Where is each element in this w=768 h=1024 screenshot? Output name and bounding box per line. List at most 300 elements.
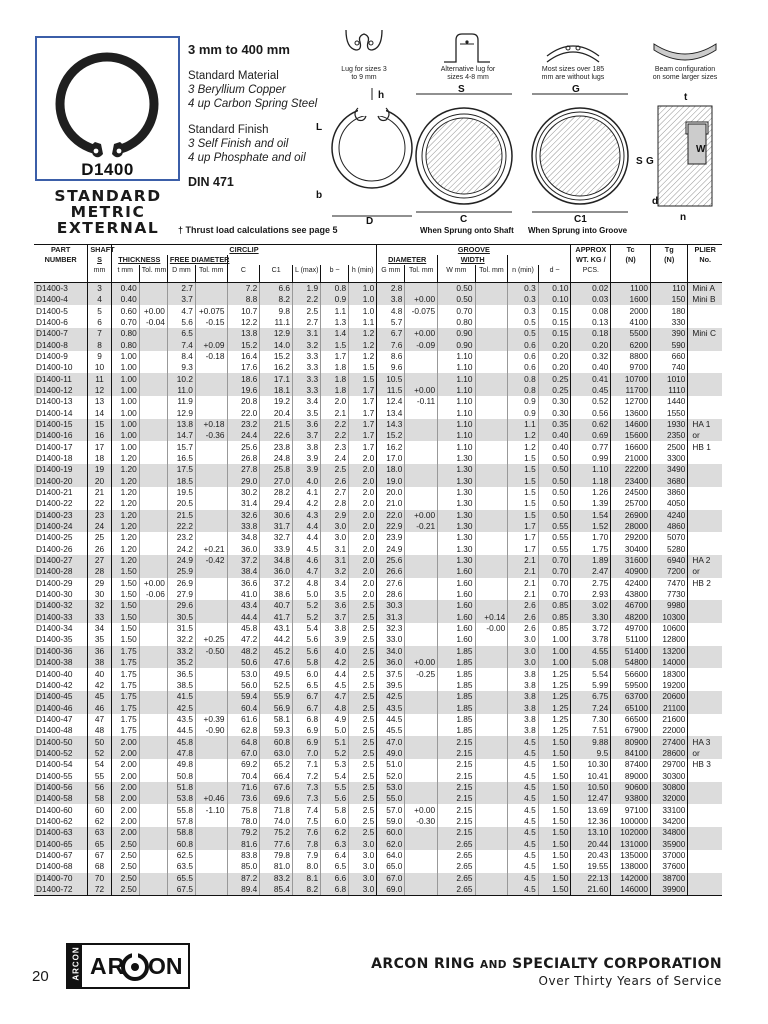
table-cell: 4.5 [508, 884, 538, 896]
table-cell: 1.8 [321, 373, 349, 384]
table-cell: 18300 [650, 668, 687, 679]
table-cell: 33.2 [167, 646, 195, 657]
table-cell: 1.00 [111, 385, 139, 396]
table-cell: -0.04 [139, 317, 167, 328]
table-cell: 0.9 [321, 294, 349, 305]
table-cell: 49.5 [260, 668, 293, 679]
table-cell [405, 317, 438, 328]
part-number-cell: D1400-6 [36, 316, 68, 327]
table-cell [195, 884, 227, 896]
table-cell: 4.5 [508, 804, 538, 815]
table-cell [688, 385, 722, 396]
table-cell: +0.00 [405, 385, 438, 396]
table-cell: 2.0 [349, 487, 377, 498]
table-cell: 1.00 [111, 373, 139, 384]
table-cell: 142000 [611, 873, 651, 884]
table-cell: 6.8 [321, 884, 349, 896]
table-cell: 45.5 [377, 725, 405, 736]
unit-cell: d ~ [538, 265, 571, 283]
unit-cell: Tol. mm [195, 265, 227, 283]
table-cell: 25 [88, 532, 111, 543]
table-cell: 9980 [650, 600, 687, 611]
table-cell [475, 339, 508, 350]
table-cell [405, 555, 438, 566]
dim-S: S [458, 84, 465, 95]
table-cell [688, 850, 722, 861]
lug-alt-caption: Alternative lug for sizes 4-8 mm [440, 66, 496, 81]
table-cell [405, 373, 438, 384]
product-image-frame [35, 36, 180, 181]
table-cell: 12.9 [260, 328, 293, 339]
table-cell: 21.5 [167, 510, 195, 521]
table-cell: 30.6 [260, 510, 293, 521]
part-number-cell: D1400-35 [36, 634, 73, 645]
table-cell: 0.55 [538, 521, 571, 532]
page-number: 20 [32, 968, 49, 985]
table-row [34, 430, 722, 441]
table-cell: 2.15 [438, 748, 475, 759]
table-cell [688, 782, 722, 793]
table-cell [475, 283, 508, 295]
table-cell: 93800 [611, 793, 651, 804]
table-cell [195, 623, 227, 634]
table-cell: 1.0 [349, 283, 377, 295]
table-cell [475, 328, 508, 339]
table-cell: 2.5 [349, 770, 377, 781]
table-cell: 38 [88, 657, 111, 668]
table-cell: 4.3 [293, 510, 321, 521]
table-cell: 1.20 [111, 487, 139, 498]
table-cell: 1.30 [438, 555, 475, 566]
table-cell: 12.2 [227, 317, 260, 328]
table-cell: 7200 [650, 566, 687, 577]
table-cell: 4240 [650, 510, 687, 521]
table-cell: 22000 [650, 725, 687, 736]
beam-config-icon [652, 38, 718, 66]
table-cell [405, 827, 438, 838]
table-cell: 50 [88, 736, 111, 747]
table-cell: -0.06 [139, 589, 167, 600]
part-number-cell: D1400-56 [34, 782, 88, 793]
table-cell [139, 464, 167, 475]
table-row [34, 827, 722, 838]
table-cell: 2.2 [321, 430, 349, 441]
table-cell [195, 453, 227, 464]
table-cell: 1.7 [349, 385, 377, 396]
table-cell: 0.15 [538, 328, 571, 339]
table-cell: 2.50 [111, 839, 139, 850]
table-cell: 8.8 [227, 294, 260, 305]
table-cell: -0.42 [195, 555, 227, 566]
table-cell [405, 476, 438, 487]
table-cell: -0.50 [195, 646, 227, 657]
table-cell: 7.4 [293, 804, 321, 815]
table-row [34, 612, 722, 623]
table-cell: 3.5 [293, 407, 321, 418]
table-cell [688, 884, 722, 896]
table-cell: 1.85 [438, 702, 475, 713]
table-cell: 54800 [611, 657, 651, 668]
table-cell: 1.10 [438, 407, 475, 418]
table-cell [688, 464, 722, 475]
table-cell: 3680 [650, 476, 687, 487]
dim-n: n [680, 212, 687, 223]
table-cell: 1.00 [111, 419, 139, 430]
table-cell: 32.3 [377, 623, 405, 634]
part-number-cell: D1400-54 [36, 759, 73, 770]
unit-cell: L (max) [293, 265, 321, 283]
table-cell: 50.8 [167, 770, 195, 781]
table-cell [139, 816, 167, 827]
table-cell [139, 770, 167, 781]
table-row [34, 339, 722, 350]
table-cell: 73.6 [227, 793, 260, 804]
table-cell: 10.50 [571, 782, 611, 793]
table-cell: -0.21 [405, 521, 438, 532]
table-cell: 28000 [611, 521, 651, 532]
table-cell: 1.50 [538, 816, 571, 827]
part-number-cell: D1400-4 [34, 294, 88, 305]
table-cell: 0.99 [571, 453, 611, 464]
table-row [34, 487, 722, 498]
table-cell: 36.0 [377, 657, 405, 668]
table-cell: 9.88 [571, 736, 611, 747]
table-cell: 1930 [650, 419, 687, 430]
table-cell: 2.4 [321, 453, 349, 464]
table-cell: 4.5 [508, 873, 538, 884]
table-cell [475, 691, 508, 702]
table-cell: 2.0 [349, 510, 377, 521]
table-cell [139, 566, 167, 577]
table-cell [139, 600, 167, 611]
table-cell: 0.50 [538, 476, 571, 487]
table-cell: 8.2 [293, 884, 321, 896]
table-cell: 0.18 [571, 328, 611, 339]
dim-S2: S [636, 156, 643, 167]
table-cell: 59.4 [227, 691, 260, 702]
table-cell: 100000 [611, 816, 651, 827]
table-cell: 4.1 [293, 487, 321, 498]
table-cell: 4.5 [508, 839, 538, 850]
table-cell: 3860 [650, 487, 687, 498]
table-cell: 5.6 [293, 646, 321, 657]
table-cell: 1.20 [111, 476, 139, 487]
table-cell: 3.0 [321, 521, 349, 532]
table-cell: 6.6 [321, 873, 349, 884]
size-range: 3 mm to 400 mm [188, 42, 290, 57]
table-cell: 1.30 [438, 464, 475, 475]
table-cell: 1.50 [111, 623, 139, 634]
dim-h: h [378, 90, 385, 101]
table-cell: 27.0 [260, 476, 293, 487]
table-cell [139, 373, 167, 384]
table-row [34, 498, 722, 509]
unit-cell [650, 265, 687, 283]
table-cell: 1.5 [508, 510, 538, 521]
dim-C: C [460, 214, 468, 225]
table-cell: 15.7 [167, 441, 195, 452]
table-cell [688, 714, 722, 725]
table-cell: 0.10 [538, 283, 571, 295]
table-cell [195, 283, 227, 295]
table-cell: 25.8 [260, 464, 293, 475]
table-cell: 6.4 [321, 850, 349, 861]
table-cell: 12.4 [377, 396, 405, 407]
table-cell: 2.0 [349, 544, 377, 555]
table-cell [139, 691, 167, 702]
table-cell: 10 [88, 362, 111, 373]
table-cell [195, 487, 227, 498]
table-cell: 2.5 [349, 748, 377, 759]
table-row [34, 373, 722, 384]
table-cell [475, 396, 508, 407]
table-cell: 2.9 [321, 510, 349, 521]
table-cell: 2.6 [508, 623, 538, 634]
table-row [34, 725, 722, 736]
table-cell: 60.8 [260, 736, 293, 747]
table-cell: 1.20 [111, 464, 139, 475]
table-cell: 11.1 [260, 317, 293, 328]
table-cell: 3.7 [167, 294, 195, 305]
table-cell [405, 770, 438, 781]
table-cell: 1.7 [349, 419, 377, 430]
table-cell: HA 2 [688, 555, 722, 566]
table-cell: 60 [88, 804, 111, 815]
table-cell: 55.0 [377, 793, 405, 804]
table-cell: 59.0 [377, 816, 405, 827]
table-cell: 0.02 [571, 283, 611, 295]
table-cell: 23.8 [260, 441, 293, 452]
table-cell [475, 317, 508, 328]
table-cell: 3.1 [321, 544, 349, 555]
table-cell: 31.3 [377, 612, 405, 623]
table-cell [405, 487, 438, 498]
table-cell: 17.6 [227, 362, 260, 373]
table-cell: 2.5 [349, 680, 377, 691]
table-cell [688, 532, 722, 543]
table-cell [139, 510, 167, 521]
table-cell: 1.50 [538, 804, 571, 815]
part-number-cell: D1400-13 [36, 396, 73, 407]
table-cell: 150 [650, 294, 687, 305]
part-number-cell: D1400-68 [36, 861, 73, 872]
table-cell: 8.4 [167, 351, 195, 362]
table-cell: 1.00 [111, 407, 139, 418]
table-cell: 1.00 [111, 351, 139, 362]
table-cell: 1.75 [571, 544, 611, 555]
table-cell: 1.18 [571, 476, 611, 487]
table-cell: 16 [88, 430, 111, 441]
table-cell: 4.5 [508, 861, 538, 872]
table-cell: 22200 [611, 464, 651, 475]
table-cell: 36.0 [260, 566, 293, 577]
table-cell: 4.2 [321, 657, 349, 668]
table-cell: 1.00 [538, 657, 571, 668]
table-cell: 19 [88, 464, 111, 475]
table-cell: +0.00 [139, 578, 167, 589]
dim-D: D [366, 216, 374, 227]
table-cell [195, 294, 227, 305]
table-cell: 2.2 [321, 419, 349, 430]
table-cell [139, 782, 167, 793]
table-cell [688, 770, 722, 781]
table-cell: 67.6 [260, 782, 293, 793]
col-free-diameter: FREE DIAMETER [167, 255, 227, 265]
table-cell [475, 407, 508, 418]
table-cell: 24.2 [167, 544, 195, 555]
table-cell: 1.50 [111, 566, 139, 577]
table-cell: 2.00 [111, 748, 139, 759]
table-cell: 6.2 [321, 827, 349, 838]
table-cell: 2.00 [111, 816, 139, 827]
table-cell: 1.25 [538, 725, 571, 736]
table-cell: 16.2 [377, 441, 405, 452]
table-cell: 1.7 [508, 544, 538, 555]
finish-line: 3 Self Finish and oil [188, 138, 289, 150]
table-cell: 2.5 [349, 736, 377, 747]
unit-cell: W mm [438, 265, 475, 283]
table-cell: 1.2 [349, 328, 377, 339]
table-cell [195, 441, 227, 452]
table-cell: 4.5 [293, 544, 321, 555]
table-cell: 16.4 [227, 351, 260, 362]
table-cell: 67 [88, 850, 111, 861]
table-cell: 3.78 [571, 634, 611, 645]
table-cell: 2.5 [349, 623, 377, 634]
table-cell [139, 476, 167, 487]
table-cell: +0.25 [195, 634, 227, 645]
table-cell [195, 748, 227, 759]
table-cell: 4.5 [508, 827, 538, 838]
table-cell: 3.9 [321, 634, 349, 645]
table-cell: 2.7 [321, 487, 349, 498]
table-cell: 1.25 [538, 691, 571, 702]
part-number-cell: D1400-17 [36, 441, 73, 452]
table-cell: 4.8 [293, 578, 321, 589]
table-cell: 2.0 [349, 566, 377, 577]
table-cell: 29.0 [227, 476, 260, 487]
table-cell: 38.4 [227, 566, 260, 577]
table-row [34, 453, 722, 464]
table-cell: 7.2 [293, 770, 321, 781]
table-cell: 65 [88, 839, 111, 850]
table-cell: 31.4 [227, 498, 260, 509]
table-cell: 7.0 [293, 748, 321, 759]
unit-cell: mm [88, 265, 111, 283]
table-cell: 3.8 [508, 725, 538, 736]
table-cell [405, 850, 438, 861]
table-cell: 1.50 [111, 589, 139, 600]
table-cell: 1.75 [111, 691, 139, 702]
table-cell [195, 816, 227, 827]
table-cell: 0.62 [571, 419, 611, 430]
table-cell: 1.60 [438, 578, 475, 589]
table-cell: 4 [88, 294, 111, 305]
table-cell: 2.65 [438, 884, 475, 896]
table-cell [139, 283, 167, 295]
table-cell: 26.9 [167, 578, 195, 589]
table-cell: 1.5 [508, 464, 538, 475]
company-name-a: ARCON RING [371, 956, 475, 972]
dim-C1: C1 [574, 214, 587, 225]
part-number-cell: D1400-40 [36, 668, 73, 679]
table-cell [475, 566, 508, 577]
table-cell: 1.85 [438, 725, 475, 736]
table-cell: +0.00 [405, 294, 438, 305]
table-cell: 1.75 [111, 725, 139, 736]
table-cell: 1.50 [111, 600, 139, 611]
table-cell [195, 498, 227, 509]
table-cell: 2.15 [438, 736, 475, 747]
table-cell: 3.8 [508, 691, 538, 702]
table-cell [475, 668, 508, 679]
table-cell: 1.75 [111, 657, 139, 668]
part-number-cell: D1400-25 [36, 532, 73, 543]
table-cell: 17.1 [260, 373, 293, 384]
table-cell [139, 555, 167, 566]
table-cell [688, 634, 722, 645]
table-cell: 7.6 [377, 339, 405, 350]
table-cell: 22.0 [377, 510, 405, 521]
table-cell: 7.3 [293, 782, 321, 793]
table-cell: 4.0 [321, 646, 349, 657]
table-cell: 3.0 [349, 873, 377, 884]
table-cell: +0.46 [195, 793, 227, 804]
table-cell: 7.9 [293, 850, 321, 861]
table-cell: 1.52 [571, 521, 611, 532]
table-cell: 51.8 [167, 782, 195, 793]
table-cell [405, 623, 438, 634]
table-cell [475, 770, 508, 781]
table-row [34, 714, 722, 725]
table-cell [195, 668, 227, 679]
table-cell: 85.4 [260, 884, 293, 896]
table-cell: 13.8 [227, 328, 260, 339]
table-cell: 62.0 [377, 839, 405, 850]
table-row [34, 680, 722, 691]
table-cell: 0.9 [508, 407, 538, 418]
table-cell: 64.8 [227, 736, 260, 747]
table-cell: 3.9 [293, 453, 321, 464]
table-row [34, 804, 722, 815]
table-cell: 64.0 [377, 850, 405, 861]
table-cell: 2.0 [349, 453, 377, 464]
table-cell: 0.32 [571, 351, 611, 362]
table-cell: 1.26 [571, 487, 611, 498]
table-cell [475, 555, 508, 566]
unit-cell [34, 265, 88, 283]
table-row [34, 589, 722, 600]
table-cell [139, 294, 167, 305]
table-cell: 6.3 [321, 839, 349, 850]
table-cell: 1010 [650, 373, 687, 384]
table-row [34, 623, 722, 634]
table-cell: 3.8 [508, 702, 538, 713]
table-cell: 47 [88, 714, 111, 725]
table-cell: 44.5 [377, 714, 405, 725]
table-cell: 80900 [611, 736, 651, 747]
table-cell: 0.50 [438, 294, 475, 305]
table-cell: 70 [88, 873, 111, 884]
table-cell: 2.5 [349, 725, 377, 736]
table-cell [688, 816, 722, 827]
table-cell [195, 702, 227, 713]
table-cell: 1.30 [438, 521, 475, 532]
table-cell [139, 646, 167, 657]
table-cell: 0.45 [571, 385, 611, 396]
table-cell: 1.30 [438, 476, 475, 487]
unit-cell: PCS. [571, 265, 611, 283]
